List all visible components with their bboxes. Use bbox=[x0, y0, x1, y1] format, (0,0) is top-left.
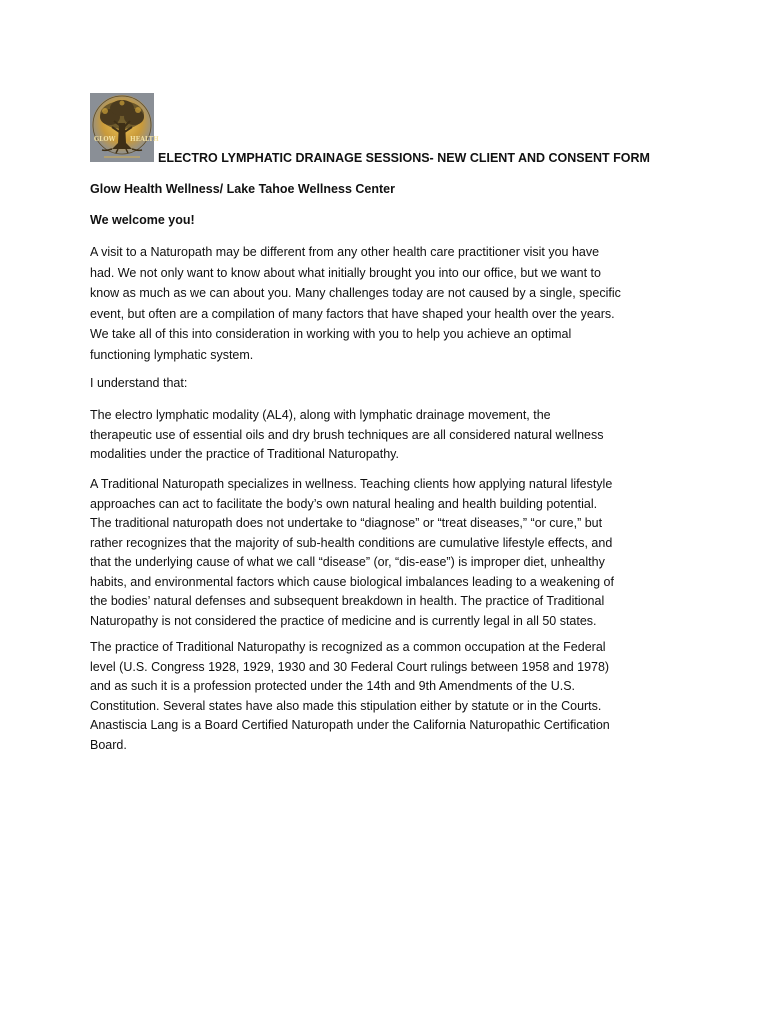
paragraph-line: Constitution. Several states have also made this stipulation either by statute or in the Courts. bbox=[90, 698, 602, 713]
paragraph-line: modalities under the practice of Traditional Naturopathy. bbox=[90, 447, 399, 461]
paragraph-line: functioning lymphatic system. bbox=[90, 347, 254, 362]
paragraph-line: approaches can act to facilitate the body’s own natural healing and health building potential. bbox=[90, 496, 598, 511]
paragraph-line: Board. bbox=[90, 737, 127, 752]
paragraph-line: The electro lymphatic modality (AL4), along with lymphatic drainage movement, the bbox=[90, 408, 551, 422]
modality-paragraph bbox=[90, 406, 690, 465]
traditional-naturopath-paragraph bbox=[90, 475, 690, 631]
paragraph-line: level (U.S. Congress 1928, 1929, 1930 and 30 Federal Court rulings between 1958 and 1978) bbox=[90, 659, 610, 674]
paragraph-line: habits, and environmental factors which cause biological imbalances leading to a weakening of bbox=[90, 574, 614, 589]
paragraph-line: Naturopathy is not considered the practice of medicine and is currently legal in all 50 states. bbox=[90, 613, 597, 628]
organization-name: Glow Health Wellness/ Lake Tahoe Wellness Center bbox=[90, 182, 395, 196]
paragraph-line: know as much as we can about you. Many challenges today are not caused by a single, specific bbox=[90, 286, 621, 300]
paragraph-line: event, but often are a compilation of many factors that have shaped your health over the years. bbox=[90, 306, 615, 321]
paragraph-line: Anastiscia Lang is a Board Certified Naturopath under the California Naturopathic Certification bbox=[90, 718, 610, 732]
paragraph-line: A Traditional Naturopath specializes in wellness. Teaching clients how applying natural lifestyle bbox=[90, 477, 613, 491]
paragraph-line: A visit to a Naturopath may be different from any other health care practitioner visit you have bbox=[90, 245, 600, 259]
svg-text:GLOW: GLOW bbox=[94, 136, 116, 143]
paragraph-line: The practice of Traditional Naturopathy is recognized as a common occupation at the Federal bbox=[90, 640, 606, 654]
paragraph-line: that the underlying cause of what we call “disease” (or, “dis-ease”) is improper diet, unhealthy bbox=[90, 555, 605, 569]
welcome-heading: We welcome you! bbox=[90, 213, 195, 227]
intro-paragraph bbox=[90, 242, 690, 365]
paragraph-line: The traditional naturopath does not undertake to “diagnose” or “treat diseases,” “or cure,” but bbox=[90, 516, 603, 530]
paragraph-line: We take all of this into consideration in working with you to help you achieve an optimal bbox=[90, 327, 572, 341]
glow-health-logo bbox=[90, 93, 159, 162]
tree-of-life-icon bbox=[90, 93, 159, 162]
svg-text:HEALTH: HEALTH bbox=[130, 136, 159, 143]
paragraph-line: therapeutic use of essential oils and dry brush techniques are all considered natural wellness bbox=[90, 427, 604, 442]
paragraph-line: rather recognizes that the majority of sub-health conditions are cumulative lifestyle effects, and bbox=[90, 535, 613, 550]
paragraph-line: the bodies’ natural defenses and subsequent breakdown in health. The practice of Traditional bbox=[90, 594, 605, 608]
practice-paragraph bbox=[90, 638, 690, 755]
paragraph-line: I understand that: bbox=[90, 376, 188, 390]
understand-paragraph bbox=[90, 375, 690, 392]
paragraph-line: had. We not only want to know about what initially brought you into our office, but we want to bbox=[90, 265, 601, 280]
form-title: ELECTRO LYMPHATIC DRAINAGE SESSIONS- NEW CLIENT AND CONSENT FORM bbox=[158, 151, 650, 165]
paragraph-line: and as such it is a profession protected under the 14th and 9th Amendments of the U.S. bbox=[90, 679, 576, 693]
